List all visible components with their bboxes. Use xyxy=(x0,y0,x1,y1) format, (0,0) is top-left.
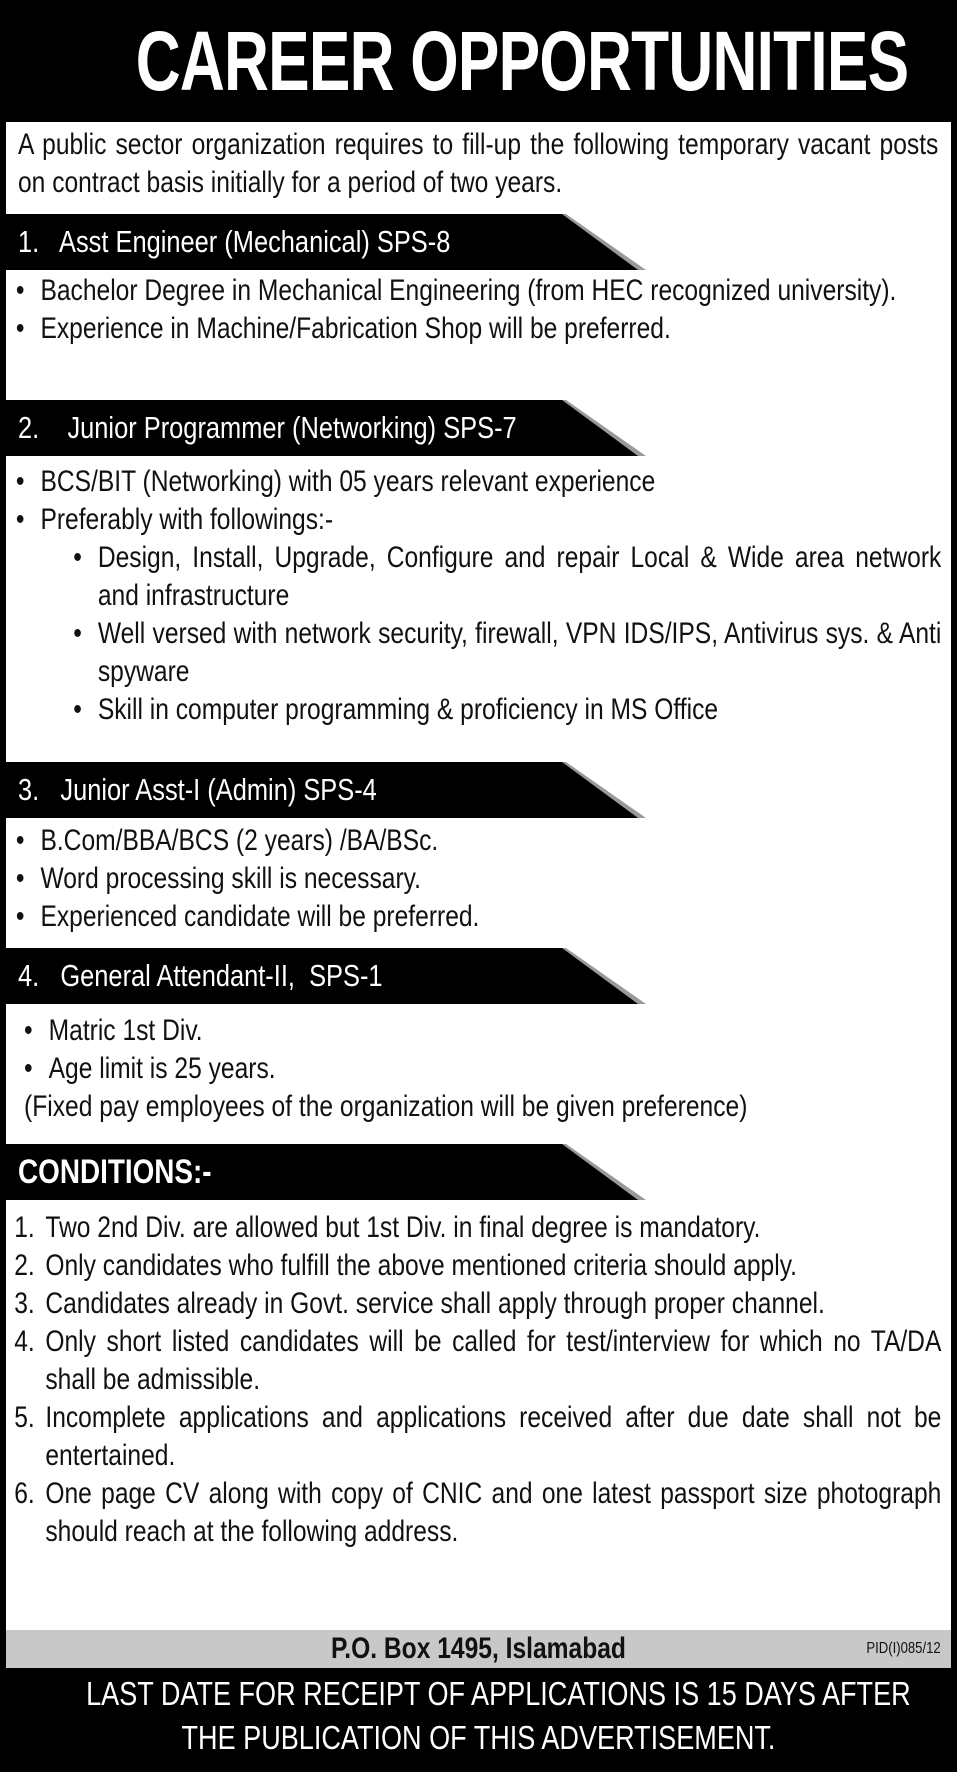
condition-item: 1. Two 2nd Div. are allowed but 1st Div. in final degree is mandatory. xyxy=(14,1211,761,1244)
address-bar xyxy=(6,1630,951,1668)
list-item: • Word processing skill is necessary. xyxy=(15,862,421,895)
intro-text: A public sector organization requires to fill-up the following temporary vacant posts on contract basis initially for a period of two years. xyxy=(18,128,939,199)
publication-id: PID(I)085/12 xyxy=(866,1640,941,1657)
sub-list-item: • Design, Install, Upgrade, Configure and repair Local & Wide area network and infrastructure xyxy=(73,541,942,612)
list-item: • Matric 1st Div. xyxy=(24,1014,203,1047)
sub-list-item: • Well versed with network security, firewall, VPN IDS/IPS, Antivirus sys. & Anti spyware xyxy=(73,617,942,688)
list-item: • Preferably with followings:- xyxy=(15,503,334,536)
post-3-heading: 3. Junior Asst-I (Admin) SPS-4 xyxy=(6,762,646,818)
list-item: • Experience in Machine/Fabrication Shop will be preferred. xyxy=(15,312,671,345)
conditions-list xyxy=(6,1209,941,1551)
footer-line-2: THE PUBLICATION OF THIS ADVERTISEMENT. xyxy=(181,1719,776,1756)
list-item: • Bachelor Degree in Mechanical Engineering (from HEC recognized university). xyxy=(15,274,897,307)
sub-list-item: • Skill in computer programming & proficiency in MS Office xyxy=(73,693,719,726)
post-4-note: (Fixed pay employees of the organization will be given preference) xyxy=(24,1090,748,1123)
condition-item: 6. One page CV along with copy of CNIC and one latest passport size photograph should reach at the following address. xyxy=(14,1477,942,1548)
post-1-list xyxy=(6,272,941,348)
footer-line-1: LAST DATE FOR RECEIPT OF APPLICATIONS IS 15 DAYS AFTER xyxy=(86,1675,911,1712)
last-date-notice xyxy=(0,1672,957,1760)
condition-item: 2. Only candidates who fulfill the above mentioned criteria should apply. xyxy=(14,1249,798,1282)
post-3-list xyxy=(6,822,941,936)
post-1-heading: 1. Asst Engineer (Mechanical) SPS-8 xyxy=(6,214,646,270)
conditions-heading: CONDITIONS:- xyxy=(6,1144,646,1200)
page-title: CAREER OPPORTUNITIES xyxy=(135,14,909,108)
condition-item: 5. Incomplete applications and applications received after due date shall not be entertained. xyxy=(14,1401,942,1472)
list-item: • Experienced candidate will be preferred. xyxy=(15,900,480,933)
post-4-heading: 4. General Attendant-II, SPS-1 xyxy=(6,948,646,1004)
condition-item: 3. Candidates already in Govt. service shall apply through proper channel. xyxy=(14,1287,825,1320)
post-2-heading: 2. Junior Programmer (Networking) SPS-7 xyxy=(6,400,646,456)
list-item: • Age limit is 25 years. xyxy=(24,1052,276,1085)
list-item: • BCS/BIT (Networking) with 05 years relevant experience xyxy=(15,465,656,498)
post-4-list xyxy=(6,1012,941,1126)
post-2-list xyxy=(6,463,941,729)
condition-item: 4. Only short listed candidates will be called for test/interview for which no TA/DA shall be admissible. xyxy=(14,1325,942,1396)
address: P.O. Box 1495, Islamabad xyxy=(331,1632,626,1665)
list-item: • B.Com/BBA/BCS (2 years) /BA/BSc. xyxy=(15,824,439,857)
